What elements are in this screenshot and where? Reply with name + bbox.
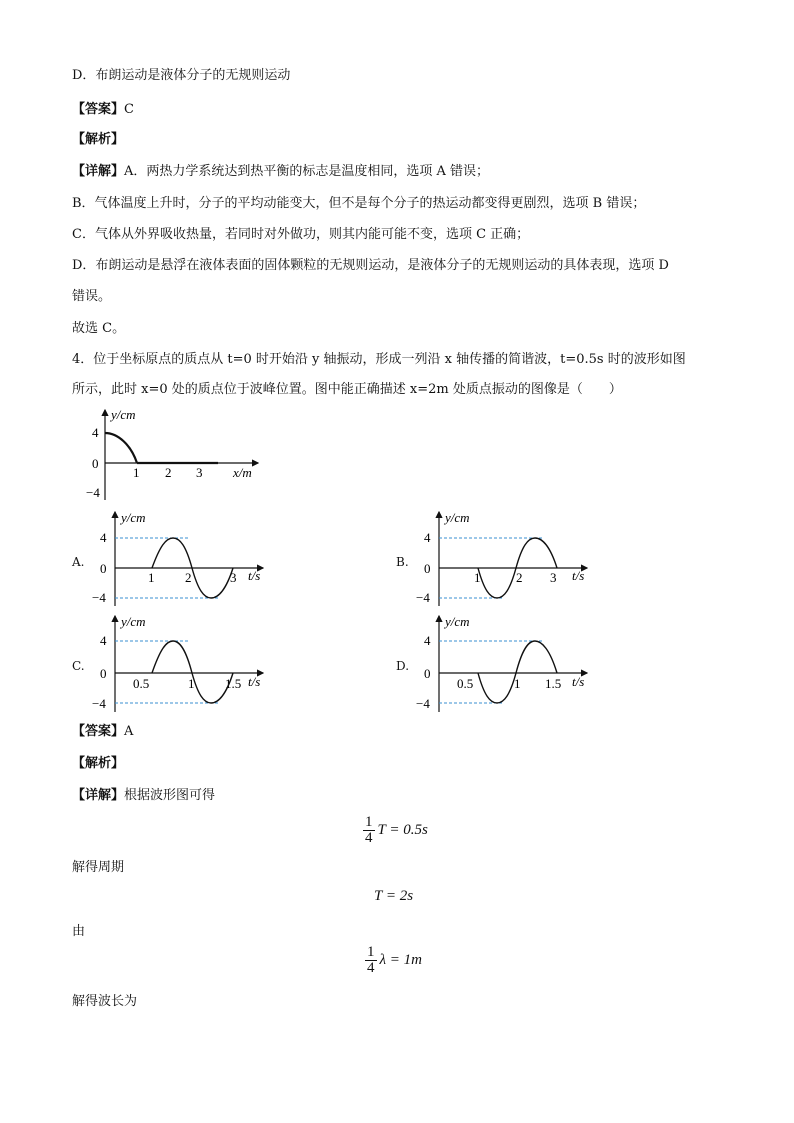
option-b-ytick-4: 4 [424,530,431,545]
option-d-curve [478,641,557,703]
option-b-xtick-3: 3 [550,570,557,585]
option-c-graph [88,610,278,716]
option-d-ytick-4: 4 [424,633,431,648]
option-a-xtick-2: 2 [185,570,192,585]
option-d-xlabel: t/s [572,674,585,689]
option-a-ytick-4: 4 [100,530,107,545]
option-b-graph [412,506,602,610]
option-a-ytick-0: 0 [100,561,107,576]
option-c-curve [152,641,233,703]
period-text: 解得周期 [72,860,125,875]
question-4-line-2: 所示，此时 x=0 处的质点位于波峰位置。图中能正确描述 x=2m 处质点振动的图像是（ ） [72,382,622,397]
option-b-ytick-0: 0 [424,561,431,576]
option-c-xtick-1: 1 [188,676,195,691]
option-d-ytick-neg4: −4 [416,696,430,711]
option-c-xlabel: t/s [248,674,261,689]
option-a-xtick-3: 3 [230,570,237,585]
option-b-xlabel: t/s [572,568,585,583]
x-tick-2: 2 [165,465,172,480]
answer-tag: 【答案】 [72,102,125,117]
detail-line-b: B．气体温度上升时，分子的平均动能变大，但不是每个分子的热运动都变得更剧烈，选项 B 错误； [72,196,646,211]
option-a-ylabel: y/cm [121,510,146,525]
option-a-letter: A. [72,555,85,569]
option-c-letter: C. [72,659,85,673]
detail-line-d: D．布朗运动是悬浮在液体表面的固体颗粒的无规则运动，是液体分子的无规则运动的具体表现，选项 D [72,258,669,273]
detail-tag-2: 【详解】 [72,788,125,803]
detail-text-a: A．两热力学系统达到热平衡的标志是温度相同，选项 A 错误； [124,164,490,179]
option-b-xtick-1: 1 [474,570,481,585]
answer-line-2 [72,722,133,742]
option-a-ytick-neg4: −4 [92,590,106,605]
option-d-xtick-1: 1 [514,676,521,691]
wavelength-text: 解得波长为 [72,994,138,1009]
eq3-denominator: 4 [367,960,375,976]
equation-period: T = 2s [374,888,414,904]
option-d-text: D．布朗运动是液体分子的无规则运动 [72,68,291,83]
option-d-graph [412,610,602,716]
conclusion-line: 故选 C。 [72,321,126,336]
option-c-xtick-0-5: 0.5 [133,676,150,691]
detail-tag: 【详解】 [72,164,125,179]
answer-value: C [124,102,134,117]
eq1-numerator: 1 [365,814,373,830]
y-tick-4: 4 [92,425,99,440]
x-axis-label: x/m [233,465,252,480]
eq3-rest: λ = 1m [379,951,422,968]
wave-figure [78,405,278,505]
x-tick-3: 3 [196,465,203,480]
question-4-line-1: 4．位于坐标原点的质点从 t=0 时开始沿 y 轴振动，形成一列沿 x 轴传播的简谐波，t=0.5s 时的波形如图 [72,352,686,367]
detail-line-c: C．气体从外界吸收热量，若同时对外做功，则其内能可能不变，选项 C 正确； [72,227,530,242]
option-d-xtick-0-5: 0.5 [457,676,474,691]
option-c-ytick-0: 0 [100,666,107,681]
option-c-ytick-4: 4 [100,633,107,648]
option-c-xtick-1-5: 1.5 [225,676,242,691]
option-a-xtick-1: 1 [148,570,155,585]
detail-text-e: 根据波形图可得 [124,788,216,803]
detail-line-e [72,786,215,806]
eq1-rest: T = 0.5s [377,821,428,838]
option-d-ytick-0: 0 [424,666,431,681]
wave-curve [105,433,137,463]
y-tick-neg4: −4 [86,485,100,500]
y-tick-0: 0 [92,456,99,471]
eq1-denominator: 4 [365,830,373,846]
option-d-letter: D. [396,659,410,673]
option-d-xtick-1-5: 1.5 [545,676,562,691]
detail-line-d-cont: 错误。 [72,289,112,304]
option-b-ytick-neg4: −4 [416,590,430,605]
detail-line-a [72,162,489,182]
analysis-heading-1: 【解析】 [72,132,125,147]
equation-quarter-period [363,815,428,846]
option-c-ytick-neg4: −4 [92,696,106,711]
answer-line-1 [72,100,134,120]
y-axis-label: y/cm [111,407,136,422]
answer-tag-2: 【答案】 [72,724,125,739]
you-text: 由 [72,924,86,939]
option-c-ylabel: y/cm [121,614,146,629]
option-d-ylabel: y/cm [445,614,470,629]
answer-value-2: A [124,724,134,739]
equation-quarter-wavelength [365,945,422,976]
analysis-heading-2: 【解析】 [72,756,125,771]
option-b-xtick-2: 2 [516,570,523,585]
option-b-ylabel: y/cm [445,510,470,525]
option-b-letter: B. [396,555,409,569]
eq3-numerator: 1 [367,944,375,960]
option-a-xlabel: t/s [248,568,261,583]
x-tick-1: 1 [133,465,140,480]
option-a-graph [88,506,278,610]
